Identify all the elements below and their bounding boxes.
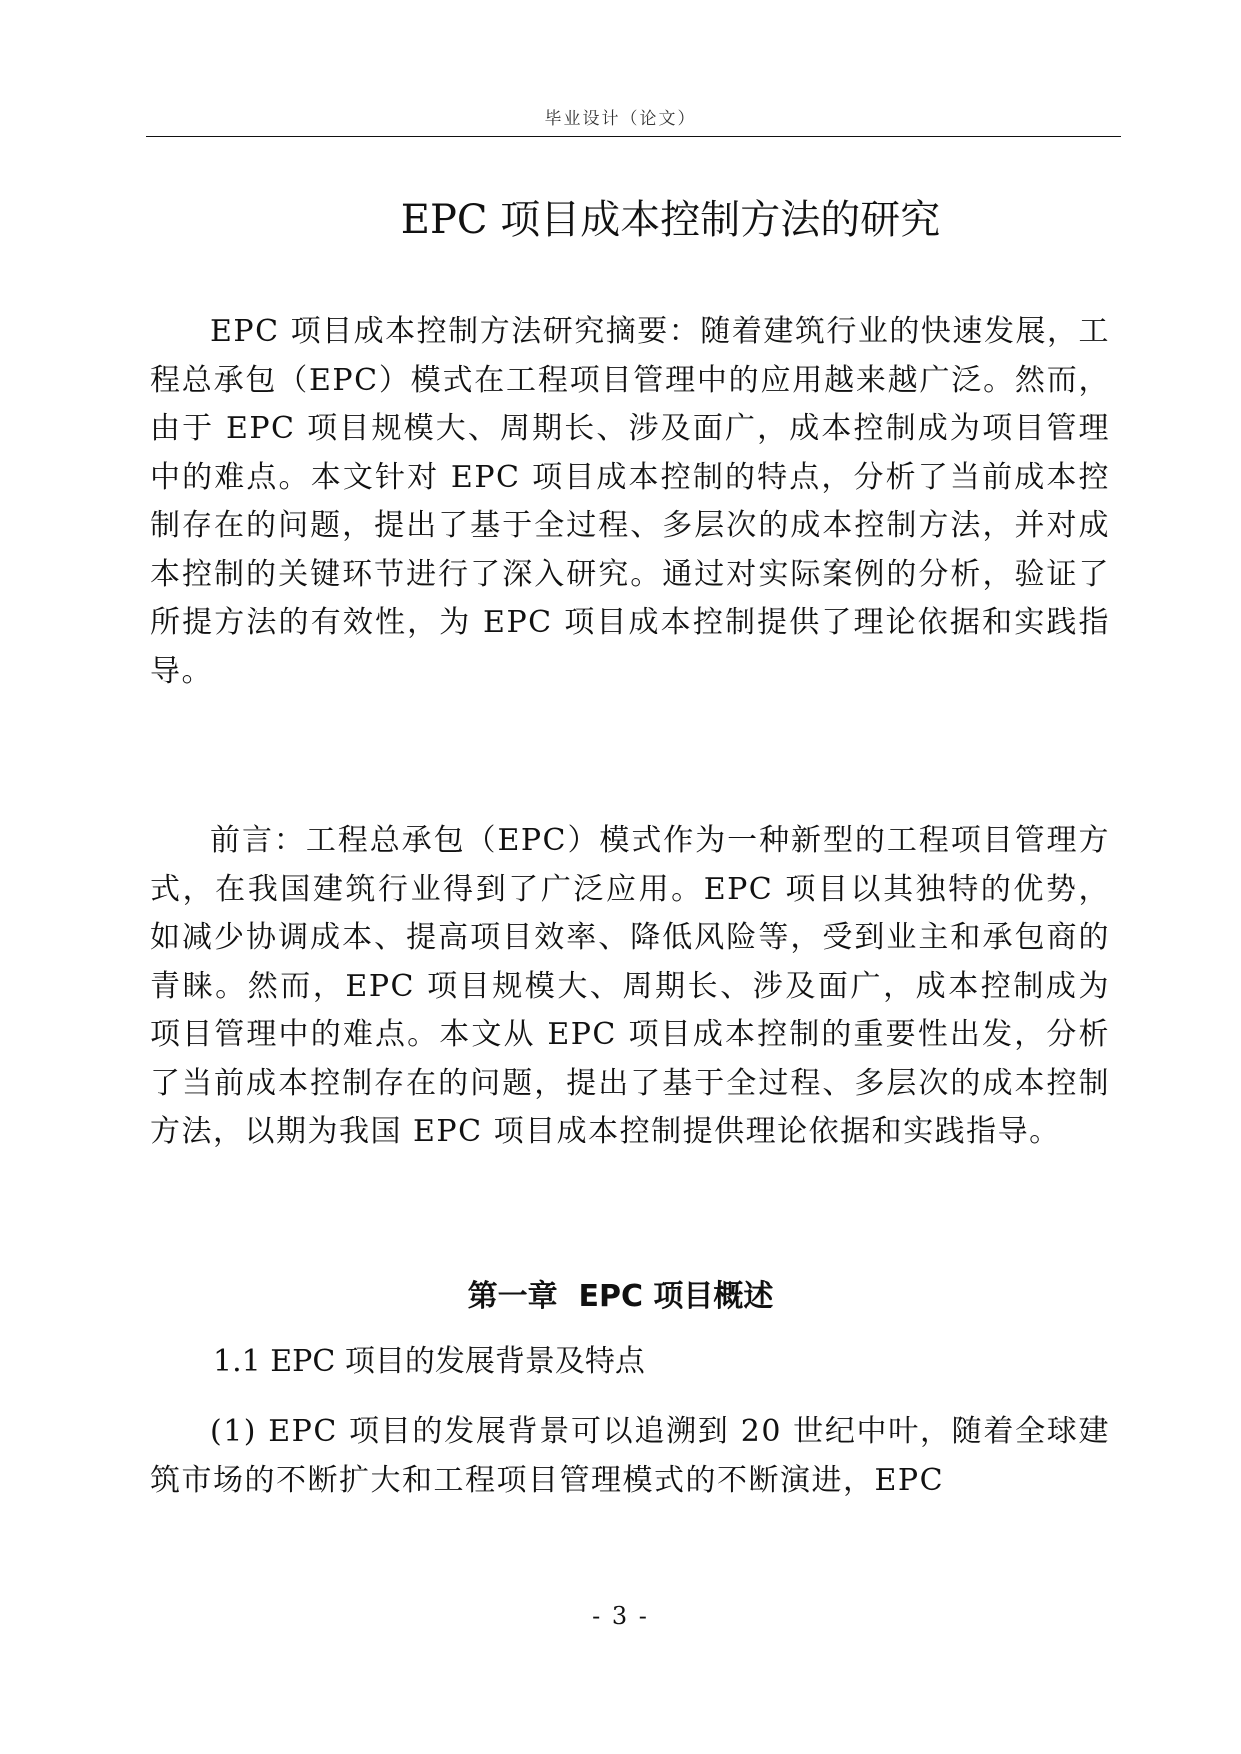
abstract-paragraph: EPC 项目成本控制方法研究摘要：随着建筑行业的快速发展，工程总承包（EPC）模式在工程项目管理中的应用越来越广泛。然而，由于 EPC 项目规模大、周期长、涉及面广，成本控制成为项目管理中的难点。本文针对 EPC 项目成本控制的特点，分析了当前成本控制存在的问题，提出了基于全过程、多层次的成本控制方法，并对成本控制的关键环节进行了深入研究。通过对实际案例的分析，验证了所提方法的有效性，为 EPC 项目成本控制提供了理论依据和实践指导。 — [150, 314, 1110, 689]
page-number: - 3 - — [592, 1602, 649, 1630]
running-header: 毕业设计（论文） — [544, 109, 697, 129]
header-rule — [146, 136, 1121, 137]
body-paragraph: (1) EPC 项目的发展背景可以追溯到 20 世纪中叶，随着全球建筑市场的不断扩大和工程项目管理模式的不断演进，EPC — [150, 1414, 1110, 1498]
preface-paragraph: 前言：工程总承包（EPC）模式作为一种新型的工程项目管理方式，在我国建筑行业得到了广泛应用。EPC 项目以其独特的优势，如减少协调成本、提高项目效率、降低风险等，受到业主和承包商的青睐。然而，EPC 项目规模大、周期长、涉及面广，成本控制成为项目管理中的难点。本文从 EPC 项目成本控制的重要性出发，分析了当前成本控制存在的问题，提出了基于全过程、多层次的成本控制方法，以期为我国 EPC 项目成本控制提供理论依据和实践指导。 — [150, 823, 1110, 1149]
chapter-heading: 第一章 EPC 项目概述 — [467, 1279, 774, 1314]
document-title: EPC 项目成本控制方法的研究 — [400, 197, 941, 243]
section-heading: 1.1 EPC 项目的发展背景及特点 — [213, 1344, 645, 1379]
